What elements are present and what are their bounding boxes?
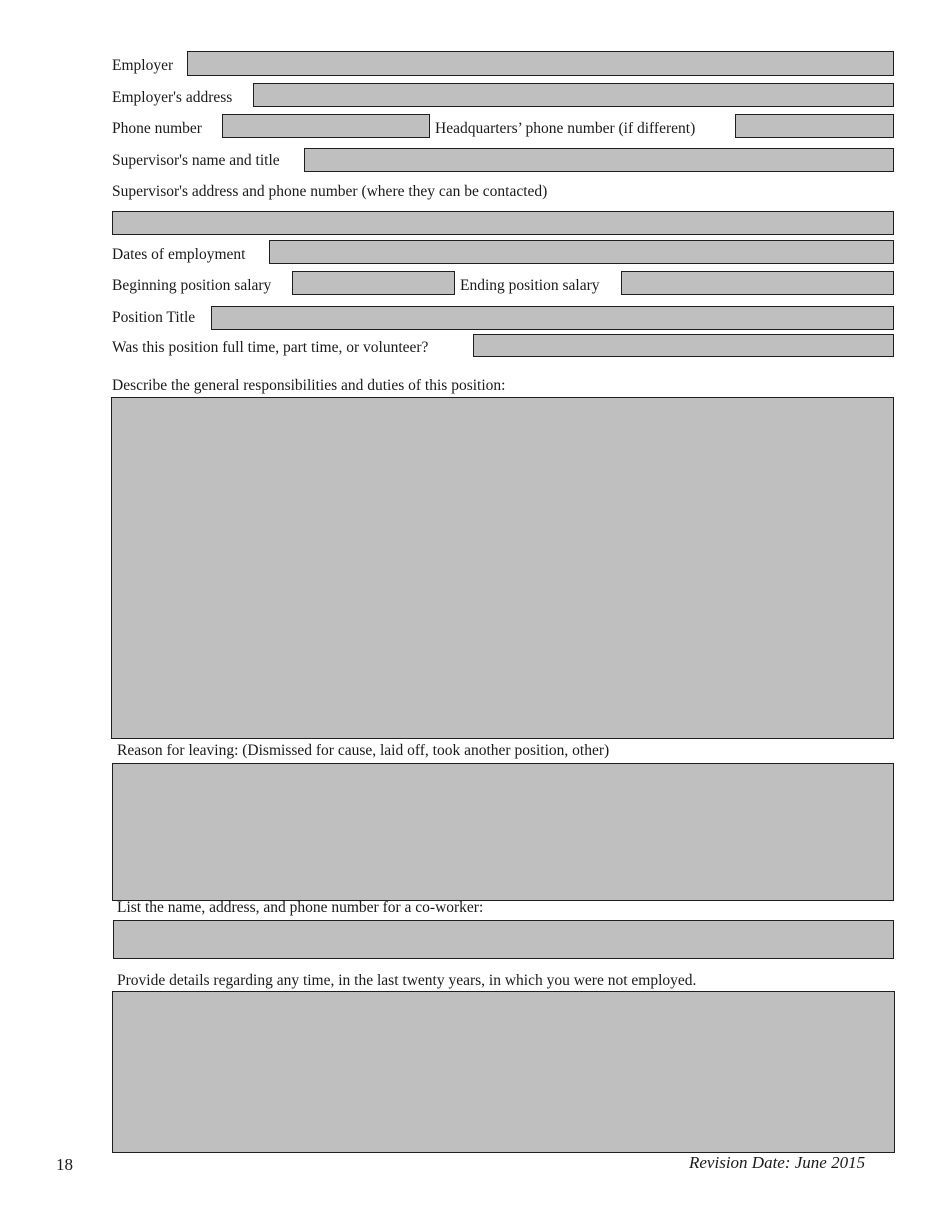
supervisor-name-label: Supervisor's name and title	[112, 152, 280, 169]
beginning-salary-field[interactable]	[292, 271, 455, 295]
duties-textarea[interactable]	[111, 397, 894, 739]
employer-field[interactable]	[187, 51, 894, 76]
position-title-label: Position Title	[112, 309, 196, 326]
unemployment-label: Provide details regarding any time, in the last twenty years, in which you were not employed.	[117, 972, 697, 989]
phone-number-field[interactable]	[222, 114, 430, 138]
hq-phone-field[interactable]	[735, 114, 894, 138]
beginning-salary-label: Beginning position salary	[112, 277, 272, 294]
position-title-field[interactable]	[211, 306, 894, 330]
position-type-field[interactable]	[473, 334, 894, 357]
dates-of-employment-field[interactable]	[269, 240, 894, 264]
employer-label: Employer	[112, 57, 174, 74]
supervisor-contact-field[interactable]	[112, 211, 894, 235]
supervisor-name-field[interactable]	[304, 148, 894, 172]
revision-date: Revision Date: June 2015	[689, 1153, 866, 1172]
duties-label: Describe the general responsibilities and duties of this position:	[112, 377, 506, 394]
supervisor-contact-label: Supervisor's address and phone number (where they can be contacted)	[112, 183, 548, 200]
unemployment-textarea[interactable]	[112, 991, 895, 1153]
ending-salary-label: Ending position salary	[460, 277, 600, 294]
coworker-field[interactable]	[113, 920, 894, 959]
ending-salary-field[interactable]	[621, 271, 894, 295]
employer-address-field[interactable]	[253, 83, 894, 107]
hq-phone-label: Headquarters’ phone number (if different)	[435, 120, 696, 137]
position-type-label: Was this position full time, part time, or volunteer?	[112, 339, 429, 356]
phone-number-label: Phone number	[112, 120, 202, 137]
coworker-label: List the name, address, and phone number for a co-worker:	[117, 899, 484, 916]
reason-for-leaving-textarea[interactable]	[112, 763, 894, 901]
reason-for-leaving-label: Reason for leaving: (Dismissed for cause, laid off, took another position, other)	[117, 742, 610, 759]
dates-of-employment-label: Dates of employment	[112, 246, 246, 263]
page-number: 18	[56, 1155, 73, 1174]
employer-address-label: Employer's address	[112, 89, 233, 106]
